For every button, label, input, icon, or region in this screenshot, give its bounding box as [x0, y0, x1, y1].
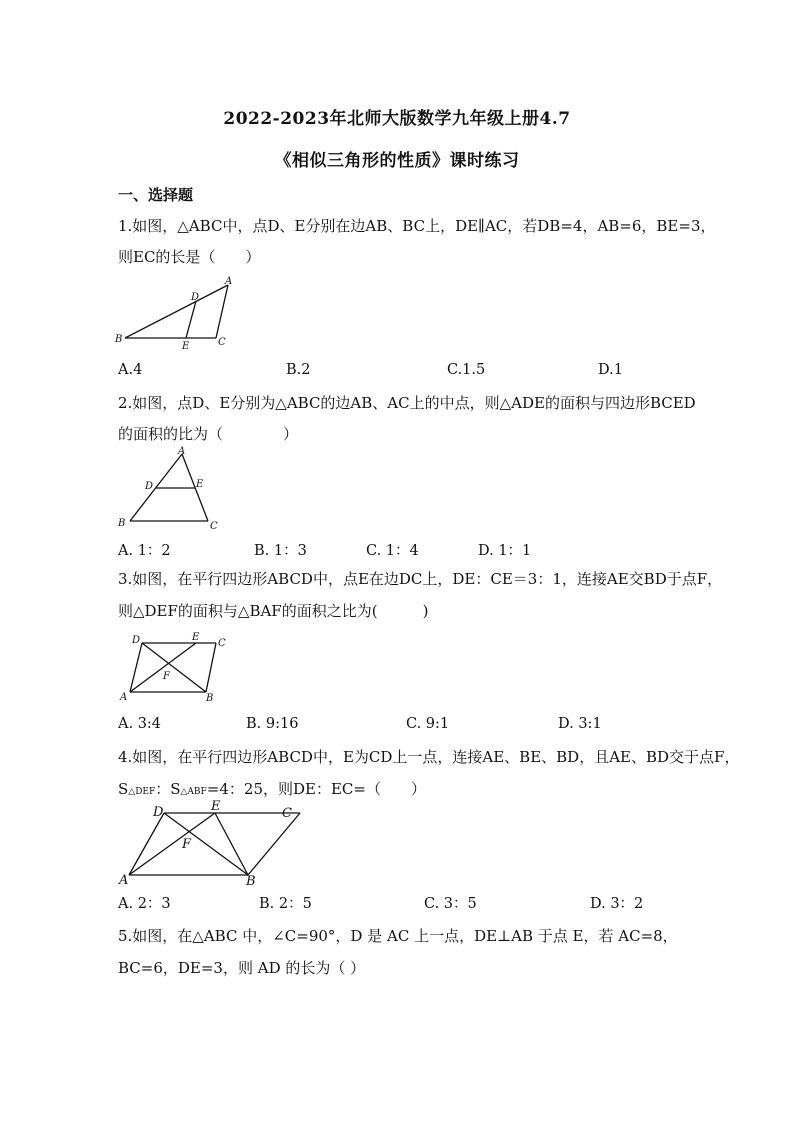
q3-label-b: B — [206, 693, 214, 704]
q1-figure — [110, 272, 250, 352]
q4-segment-ae — [129, 813, 215, 875]
q1-label-e: E — [182, 341, 190, 352]
q2-label-a: A — [178, 446, 186, 457]
q2-option-d: D. 1：1 — [478, 543, 532, 559]
q3-option-c: C. 9:1 — [406, 716, 450, 732]
q4-area-separator: ：S — [155, 780, 181, 798]
q4-figure — [112, 800, 312, 890]
q4-diagonal-db — [164, 813, 248, 875]
q4-text-line2 — [118, 778, 426, 799]
q2-label-d: D — [145, 481, 154, 492]
q2-figure — [112, 444, 232, 534]
q3-diagonal-db — [142, 643, 206, 692]
q4-option-d: D. 3：2 — [590, 896, 644, 912]
q3-option-a: A. 3:4 — [118, 716, 162, 732]
q4-subscript-def: △DEF — [128, 787, 156, 797]
q3-label-c: C — [218, 638, 226, 649]
q4-text-line1: 4.如图，在平行四边形ABCD中，E为CD上一点，连接AE、BE、BD，且AE、BD交于点F， — [118, 748, 740, 766]
q3-side-cb — [206, 643, 216, 692]
q4-label-c: C — [282, 806, 292, 821]
q1-text-line2: 则EC的长是（ ） — [118, 248, 261, 266]
q4-label-f: F — [182, 837, 192, 852]
q1-text-line1: 1.如图，△ABC中，点D、E分别在边AB、BC上，DE∥AC，若DB=4，AB=6，BE=3， — [118, 217, 716, 235]
q1-label-b: B — [115, 334, 123, 345]
q2-option-b: B. 1：3 — [254, 543, 307, 559]
q3-text-line2: 则△DEF的面积与△BAF的面积之比为( ) — [118, 602, 429, 620]
q1-label-a: A — [225, 276, 233, 287]
q1-option-c: C.1.5 — [447, 362, 486, 378]
q3-option-b: B. 9:16 — [246, 716, 299, 732]
q4-label-e: E — [211, 799, 221, 814]
q3-label-a: A — [120, 692, 128, 703]
q2-label-b: B — [118, 518, 126, 529]
q1-side-ac — [216, 285, 228, 338]
q4-label-a: A — [119, 873, 129, 888]
q2-option-a: A. 1：2 — [118, 543, 171, 559]
q4-option-c: C. 3：5 — [424, 896, 477, 912]
q3-label-d: D — [132, 635, 141, 646]
q5-text-line2: BC=6，DE=3，则 AD 的长为（ ） — [118, 959, 366, 977]
section-heading: 一、选择题 — [118, 186, 194, 204]
q4-option-a: A. 2：3 — [118, 896, 171, 912]
q3-text-line1: 3.如图，在平行四边形ABCD中，点E在边DC上，DE：CE＝3：1，连接AE交BD于点F， — [118, 570, 723, 588]
page-title: 2022-2023年北师大版数学九年级上册4.7 — [223, 109, 571, 129]
q1-label-c: C — [218, 337, 226, 348]
q2-label-c: C — [210, 521, 218, 532]
q4-segment-eb — [215, 813, 248, 875]
q2-text-line2: 的面积的比为（ ） — [118, 425, 299, 443]
q4-label-b: B — [246, 874, 256, 889]
q2-label-e: E — [196, 479, 204, 490]
q2-text-line1: 2.如图，点D、E分别为△ABC的边AB、AC上的中点，则△ADE的面积与四边形BCED — [118, 394, 696, 412]
q3-label-e: E — [192, 632, 200, 643]
q4-side-cb — [248, 813, 300, 875]
q3-label-f: F — [163, 671, 170, 682]
q3-figure — [112, 630, 237, 705]
q4-option-b: B. 2：5 — [259, 896, 312, 912]
q2-option-c: C. 1：4 — [366, 543, 419, 559]
q3-option-d: D. 3:1 — [558, 716, 602, 732]
q4-label-d: D — [153, 805, 164, 820]
q4-area-symbol-1: S — [118, 780, 129, 798]
q1-option-b: B.2 — [286, 362, 311, 378]
q1-label-d: D — [191, 292, 200, 303]
q5-text-line1: 5.如图，在△ABC 中，∠C=90°，D 是 AC 上一点，DE⊥AB 于点 E，若 AC=8， — [118, 927, 678, 945]
page-subtitle: 《相似三角形的性质》课时练习 — [274, 151, 520, 171]
q4-subscript-abf: △ABF — [180, 787, 207, 797]
q4-side-ad — [129, 813, 164, 875]
q4-text-line2-rest: =4：25，则DE：EC=（ ） — [206, 780, 426, 798]
q1-side-ba — [125, 285, 228, 338]
q1-option-d: D.1 — [598, 362, 623, 378]
q1-option-a: A.4 — [118, 362, 143, 378]
